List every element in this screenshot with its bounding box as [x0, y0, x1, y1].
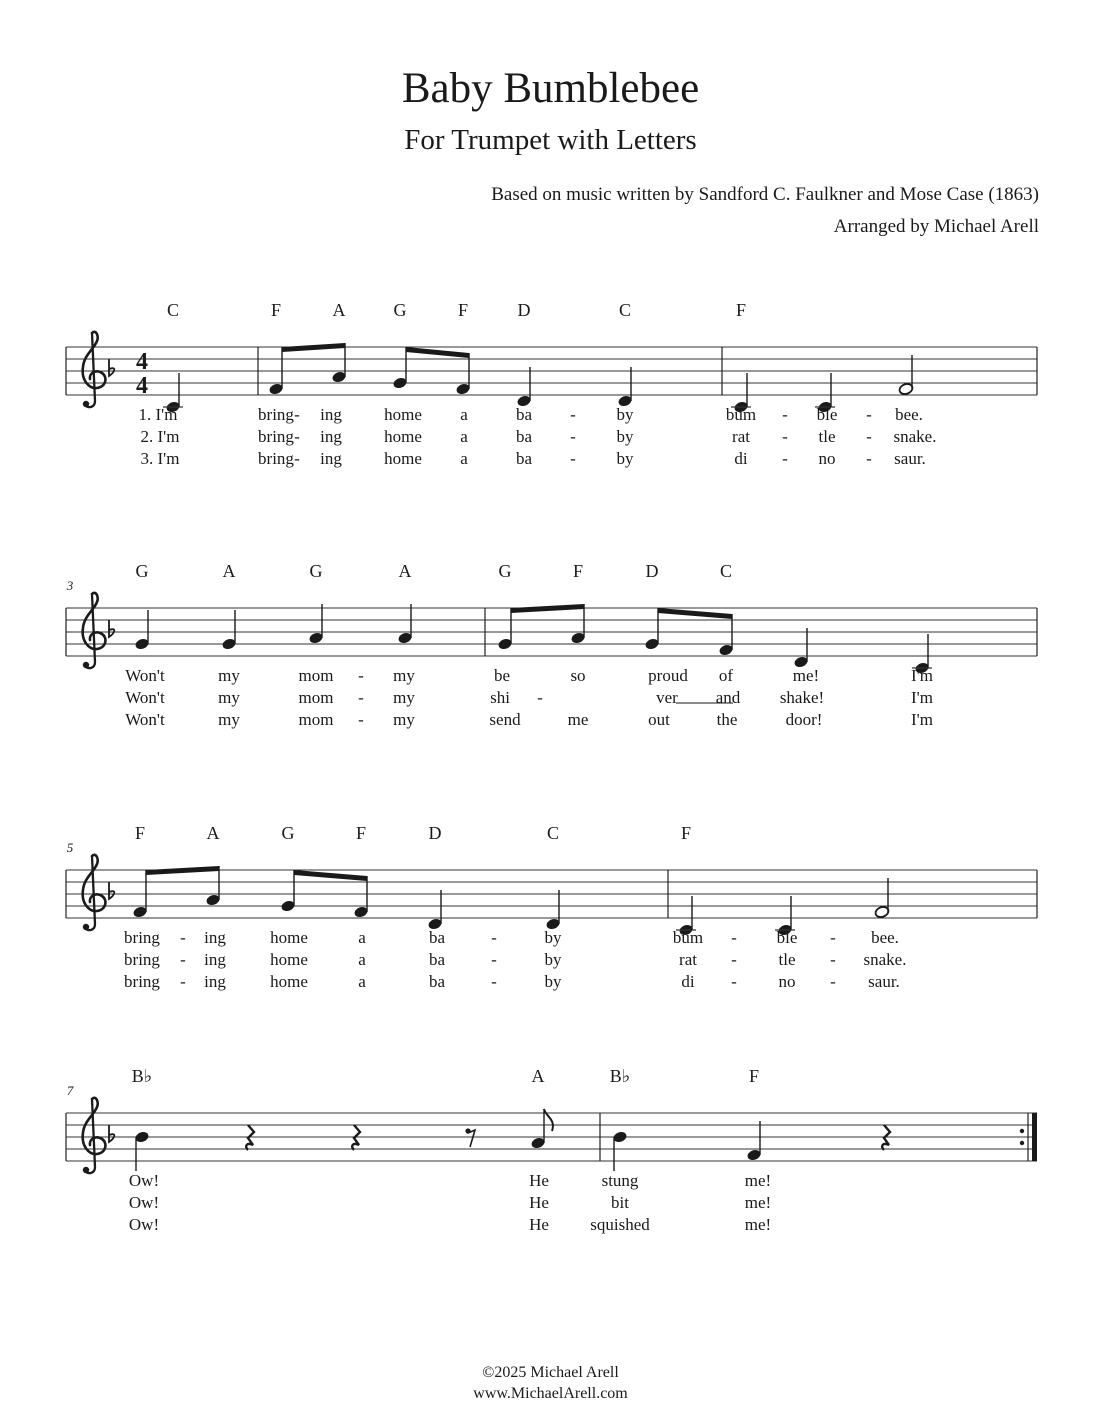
- time-signature-bottom: 4: [136, 373, 148, 399]
- note-letter: A: [531, 1066, 545, 1086]
- lyric-hyphen: -: [866, 449, 872, 468]
- song-subtitle: For Trumpet with Letters: [404, 124, 697, 156]
- lyric-syllable: home: [270, 928, 308, 947]
- lyric-syllable: di: [734, 449, 748, 468]
- lyric-syllable: ver: [656, 688, 678, 707]
- key-signature-flat: [109, 1125, 114, 1142]
- lyric-syllable: a: [358, 950, 366, 969]
- lyric-syllable: a: [460, 427, 468, 446]
- note-letter: C: [618, 300, 632, 320]
- lyric-hyphen: -: [830, 950, 836, 969]
- lyric-syllable: 1. I'm: [138, 405, 178, 424]
- treble-clef: [83, 1098, 106, 1173]
- website-text: www.MichaelArell.com: [473, 1385, 628, 1402]
- lyric-hyphen: -: [180, 928, 186, 947]
- lyric-syllable: me!: [744, 1171, 772, 1190]
- lyric-syllable: door!: [785, 710, 823, 729]
- lyric-syllable: Won't: [125, 688, 165, 707]
- lyric-syllable: be: [493, 666, 511, 685]
- lyric-syllable: ing: [320, 427, 342, 446]
- lyric-syllable: saur.: [868, 972, 900, 991]
- note-letter: F: [572, 561, 584, 581]
- lyric-syllable: proud: [648, 666, 688, 685]
- lyric-syllable: home: [270, 950, 308, 969]
- note-letter: A: [332, 300, 346, 320]
- lyric-syllable: He: [529, 1193, 549, 1212]
- note-letter: C: [166, 300, 180, 320]
- note-letter: F: [355, 823, 367, 843]
- lyric-syllable: home: [384, 405, 422, 424]
- lyric-hyphen: -: [570, 427, 576, 446]
- note-letter: D: [517, 300, 531, 320]
- lyric-syllable: send: [489, 710, 521, 729]
- lyric-hyphen: -: [491, 928, 497, 947]
- clef-dot: [83, 1167, 89, 1173]
- lyric-syllable: He: [529, 1171, 549, 1190]
- repeat-dot: [1020, 1129, 1024, 1133]
- lyric-syllable: I'm: [911, 666, 933, 685]
- lyric-syllable: my: [218, 666, 240, 685]
- lyric-hyphen: -: [491, 950, 497, 969]
- lyric-syllable: home: [270, 972, 308, 991]
- note-beam: [282, 343, 345, 352]
- key-signature-flat: [109, 882, 114, 899]
- measure-number: 7: [66, 1083, 74, 1098]
- lyric-syllable: mom: [298, 688, 334, 707]
- lyric-syllable: bee.: [895, 405, 923, 424]
- lyric-hyphen: -: [731, 928, 737, 947]
- lyric-hyphen: -: [294, 427, 300, 446]
- note-letter: D: [645, 561, 659, 581]
- lyric-syllable: rat: [732, 427, 750, 446]
- lyric-syllable: He: [529, 1215, 549, 1234]
- lyric-syllable: saur.: [894, 449, 926, 468]
- note-letter: G: [309, 561, 323, 581]
- clef-stem: [85, 333, 95, 407]
- note-letter: F: [134, 823, 146, 843]
- lyric-syllable: bring: [124, 928, 160, 947]
- lyric-syllable: my: [218, 688, 240, 707]
- lyric-syllable: snake.: [893, 427, 937, 446]
- copyright-notice: ©2025 Michael Arell: [482, 1364, 619, 1381]
- lyric-hyphen: -: [294, 405, 300, 424]
- lyric-syllable: bring: [258, 405, 294, 424]
- lyric-hyphen: -: [782, 427, 788, 446]
- lyric-syllable: rat: [679, 950, 697, 969]
- lyric-syllable: ba: [428, 950, 446, 969]
- note-letter: C: [719, 561, 733, 581]
- lyric-syllable: I'm: [911, 688, 933, 707]
- note-letter: A: [206, 823, 220, 843]
- note-letter: G: [498, 561, 512, 581]
- lyric-syllable: 2. I'm: [140, 427, 180, 446]
- lyric-syllable: ble: [776, 928, 798, 947]
- note-letter: F: [680, 823, 692, 843]
- measure-number: 5: [66, 840, 74, 855]
- measure-number: 3: [66, 578, 74, 593]
- lyric-hyphen: -: [570, 405, 576, 424]
- lyric-syllable: Ow!: [128, 1193, 160, 1212]
- clef-stem: [85, 594, 95, 668]
- lyric-syllable: 3. I'm: [140, 449, 180, 468]
- lyric-syllable: no: [818, 449, 836, 468]
- lyric-syllable: ble: [816, 405, 838, 424]
- lyric-syllable: Won't: [125, 710, 165, 729]
- lyric-syllable: no: [778, 972, 796, 991]
- lyric-hyphen: -: [180, 950, 186, 969]
- note-beam: [146, 866, 219, 875]
- lyric-syllable: bring: [124, 950, 160, 969]
- lyric-syllable: ing: [204, 928, 226, 947]
- lyric-syllable: and: [715, 688, 741, 707]
- lyric-syllable: ba: [428, 972, 446, 991]
- lyric-hyphen: -: [830, 928, 836, 947]
- clef-dot: [83, 401, 89, 407]
- lyric-syllable: bring: [258, 427, 294, 446]
- lyric-syllable: by: [616, 427, 634, 446]
- note-letter: D: [428, 823, 442, 843]
- lyric-hyphen: -: [782, 449, 788, 468]
- note-letter: F: [748, 1066, 760, 1086]
- note-letter: F: [270, 300, 282, 320]
- lyric-syllable: ba: [515, 427, 533, 446]
- lyric-syllable: shi: [490, 688, 510, 707]
- lyric-syllable: mom: [298, 710, 334, 729]
- note-letter: B♭: [609, 1066, 631, 1086]
- lyric-syllable: me!: [744, 1215, 772, 1234]
- final-barline: [1032, 1113, 1037, 1161]
- time-signature-top: 4: [136, 349, 148, 375]
- lyric-syllable: home: [384, 449, 422, 468]
- clef-dot: [83, 924, 89, 930]
- note-beam: [294, 870, 367, 881]
- lyric-syllable: by: [616, 405, 634, 424]
- lyric-hyphen: -: [866, 405, 872, 424]
- note-letter: B♭: [131, 1066, 153, 1086]
- lyric-hyphen: -: [782, 405, 788, 424]
- note-letter: G: [135, 561, 149, 581]
- key-signature-flat: [109, 359, 114, 376]
- lyric-syllable: home: [384, 427, 422, 446]
- lyric-syllable: my: [218, 710, 240, 729]
- lyric-syllable: ba: [515, 449, 533, 468]
- lyric-syllable: bee.: [871, 928, 899, 947]
- lyric-syllable: bring: [124, 972, 160, 991]
- lyric-syllable: me: [567, 710, 589, 729]
- lyric-syllable: so: [570, 666, 586, 685]
- lyric-syllable: by: [544, 972, 562, 991]
- repeat-dot: [1020, 1141, 1024, 1145]
- lyric-syllable: ing: [320, 405, 342, 424]
- lyric-hyphen: -: [866, 427, 872, 446]
- lyric-hyphen: -: [731, 950, 737, 969]
- lyric-hyphen: -: [358, 666, 364, 685]
- treble-clef: [83, 855, 106, 930]
- lyric-syllable: di: [681, 972, 695, 991]
- treble-clef: [83, 593, 106, 668]
- treble-clef: [83, 332, 106, 407]
- clef-stem: [85, 1099, 95, 1173]
- note-letter: G: [393, 300, 407, 320]
- lyric-syllable: a: [460, 405, 468, 424]
- lyric-syllable: mom: [298, 666, 334, 685]
- lyric-syllable: tle: [818, 427, 836, 446]
- note-letter: F: [457, 300, 469, 320]
- lyric-syllable: ing: [320, 449, 342, 468]
- clef-stem: [85, 856, 95, 930]
- lyric-syllable: bum: [672, 928, 704, 947]
- lyric-syllable: snake.: [863, 950, 907, 969]
- key-signature-flat: [109, 620, 114, 637]
- lyric-syllable: by: [616, 449, 634, 468]
- note-beam: [406, 347, 469, 358]
- lyric-hyphen: -: [180, 972, 186, 991]
- lyric-syllable: squished: [590, 1215, 650, 1234]
- lyric-syllable: me!: [744, 1193, 772, 1212]
- composer-credit: Based on music written by Sandford C. Faulkner and Mose Case (1863): [491, 184, 1039, 205]
- lyric-syllable: ing: [204, 972, 226, 991]
- lyric-hyphen: -: [491, 972, 497, 991]
- lyric-hyphen: -: [358, 688, 364, 707]
- lyric-syllable: ba: [515, 405, 533, 424]
- note-letter: C: [546, 823, 560, 843]
- lyric-syllable: a: [358, 972, 366, 991]
- lyric-syllable: ing: [204, 950, 226, 969]
- lyric-hyphen: -: [731, 972, 737, 991]
- lyric-hyphen: -: [537, 688, 543, 707]
- lyric-syllable: out: [648, 710, 670, 729]
- lyric-hyphen: -: [570, 449, 576, 468]
- lyric-syllable: Won't: [125, 666, 165, 685]
- lyric-syllable: stung: [601, 1171, 639, 1190]
- lyric-syllable: by: [544, 928, 562, 947]
- lyric-syllable: my: [393, 710, 415, 729]
- lyric-hyphen: -: [358, 710, 364, 729]
- lyric-syllable: bum: [725, 405, 757, 424]
- note-letter: A: [398, 561, 412, 581]
- eighth-rest: [468, 1130, 475, 1147]
- lyric-syllable: a: [460, 449, 468, 468]
- lyric-syllable: my: [393, 666, 415, 685]
- lyric-hyphen: -: [294, 449, 300, 468]
- note-flag: [544, 1109, 553, 1131]
- note-beam: [658, 608, 732, 619]
- arranger-credit: Arranged by Michael Arell: [833, 216, 1039, 237]
- lyric-syllable: Ow!: [128, 1171, 160, 1190]
- lyric-syllable: a: [358, 928, 366, 947]
- note-letter: F: [735, 300, 747, 320]
- lyric-syllable: ba: [428, 928, 446, 947]
- lyric-syllable: tle: [778, 950, 796, 969]
- note-letter: G: [281, 823, 295, 843]
- lyric-syllable: I'm: [911, 710, 933, 729]
- lyric-syllable: my: [393, 688, 415, 707]
- clef-dot: [83, 662, 89, 668]
- lyric-syllable: the: [716, 710, 738, 729]
- lyric-syllable: bit: [611, 1193, 629, 1212]
- song-title: Baby Bumblebee: [401, 65, 700, 112]
- lyric-syllable: bring: [258, 449, 294, 468]
- lyric-syllable: me!: [792, 666, 820, 685]
- lyric-syllable: of: [718, 666, 734, 685]
- lyric-hyphen: -: [830, 972, 836, 991]
- note-beam: [511, 604, 584, 613]
- note-letter: A: [222, 561, 236, 581]
- lyric-syllable: shake!: [779, 688, 825, 707]
- lyric-syllable: by: [544, 950, 562, 969]
- lyric-syllable: Ow!: [128, 1215, 160, 1234]
